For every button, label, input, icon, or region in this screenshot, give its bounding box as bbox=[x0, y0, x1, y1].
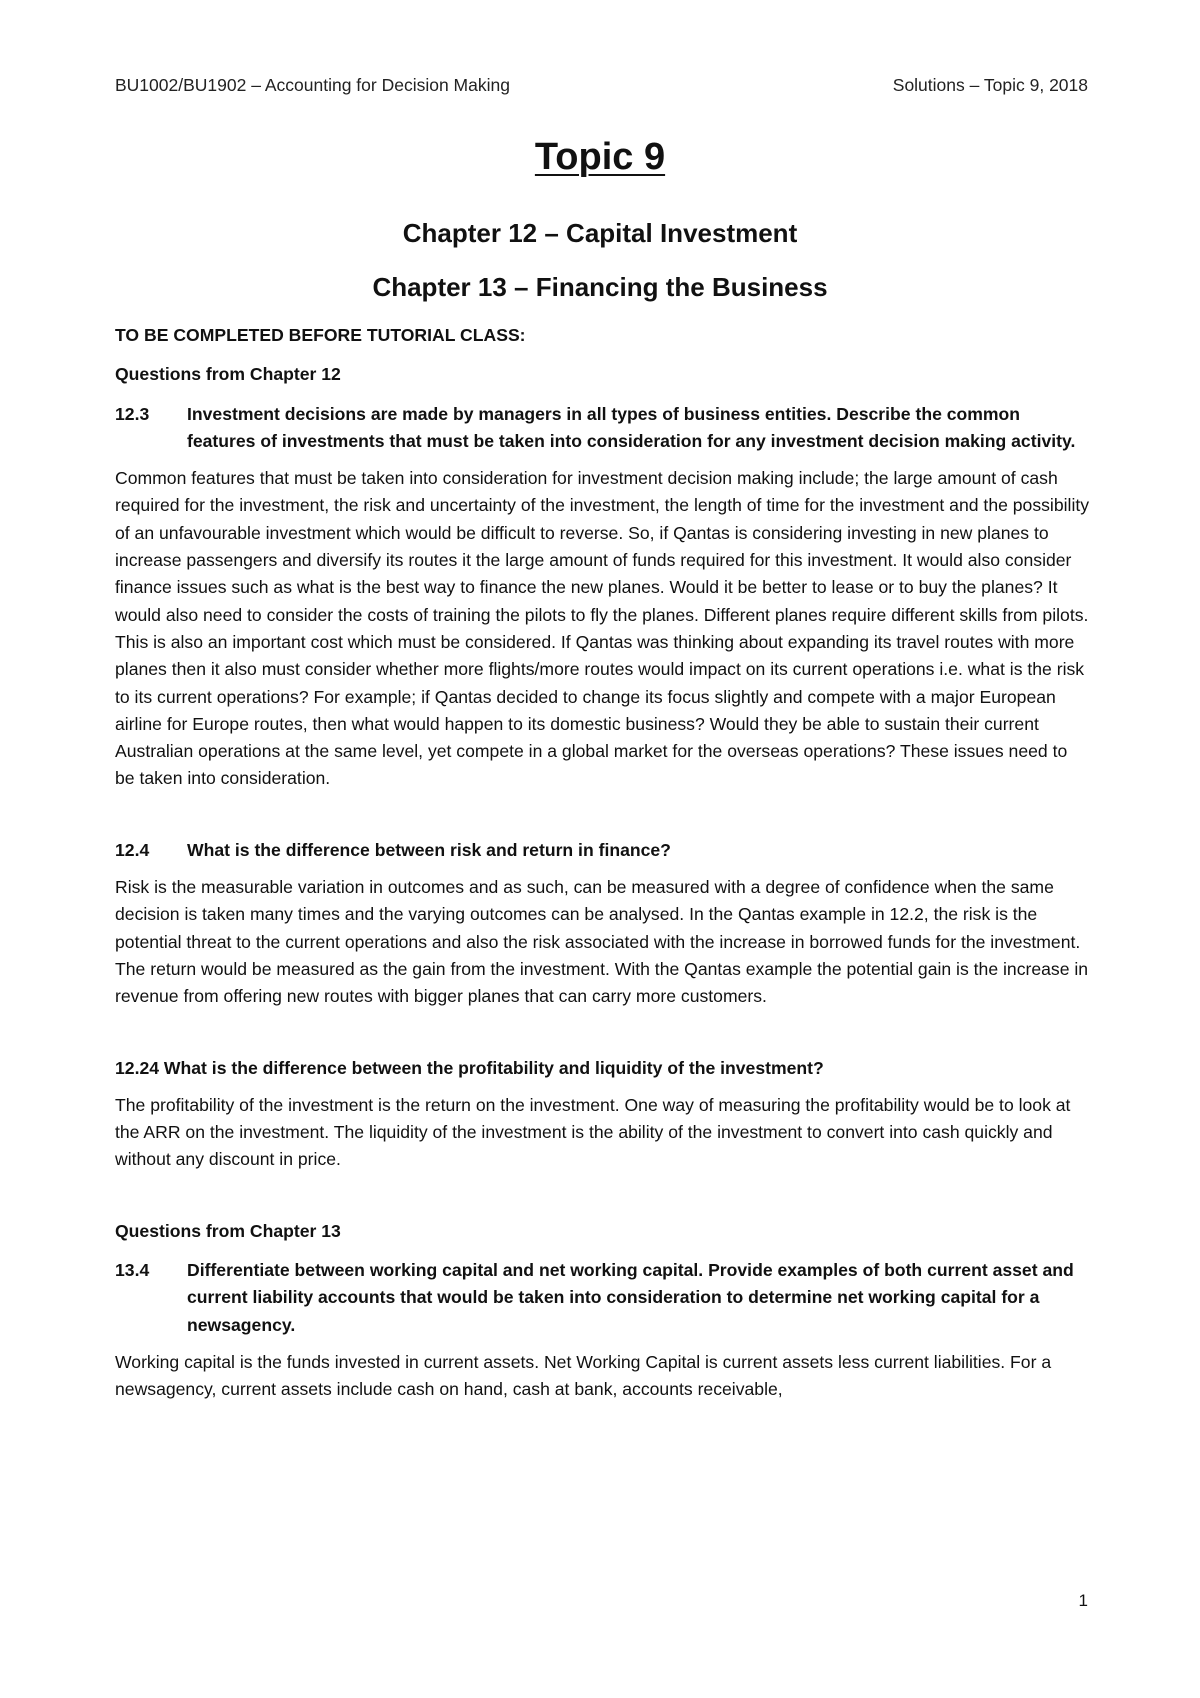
question-number: 13.4 bbox=[115, 1260, 150, 1281]
question-12-3 bbox=[115, 401, 1090, 456]
page-header bbox=[115, 75, 1088, 101]
question-number: 12.4 bbox=[115, 839, 150, 860]
question-text: What is the difference between risk and return in finance? bbox=[187, 839, 671, 860]
section-12-heading: Questions from Chapter 12 bbox=[115, 364, 341, 385]
answer-12-3: Common features that must be taken into consideration for investment decision making include; the large amount of cash required for the investment, the risk and uncertainty of the investment, the length of time for the investment and the possibility of an unfavourable investment which would be difficult to reverse. So, if Qantas is considering investing in new planes to increase passengers and diversify its routes it the large amount of funds required for this investment. It would also consider finance issues such as what is the best way to finance the new planes. Would it be better to lease or to buy the planes? It would also need to consider the costs of training the pilots to fly the planes. Different planes require different skills from pilots. This is also an important cost which must be considered. If Qantas was thinking about expanding its travel routes with more planes then it also must consider whether more flights/more routes would impact on its current operations i.e. what is the risk to its current operations? For example; if Qantas decided to change its focus slightly and compete with a major European airline for Europe routes, then what would happen to its domestic business? Would they be able to sustain their current Australian operations at the same level, yet compete in a global market for the overseas operations? These issues need to be taken into consideration. bbox=[115, 468, 1090, 789]
question-12-4 bbox=[115, 837, 1090, 864]
answer-12-4: Risk is the measurable variation in outcomes and as such, can be measured with a degree of confidence when the same decision is taken many times and the varying outcomes can be analysed. In the Qantas example in 12.2, the risk is the potential threat to the current operations and also the risk associated with the increase in borrowed funds for the investment. The return would be measured as the gain from the investment. With the Qantas example the potential gain is the increase in revenue from offering new routes with bigger planes that can carry more customers. bbox=[115, 877, 1089, 1007]
section-13-heading: Questions from Chapter 13 bbox=[115, 1220, 341, 1241]
chapter-12-heading: Chapter 12 – Capital Investment bbox=[402, 218, 798, 248]
question-text: Investment decisions are made by managers in all types of business entities. Describe the common features of investments that must be taken into consideration for any investment decision making activity. bbox=[187, 403, 1076, 451]
chapter-13-heading: Chapter 13 – Financing the Business bbox=[372, 272, 828, 302]
answer-12-24: The profitability of the investment is the return on the investment. One way of measuring the profitability would be to look at the ARR on the investment. The liquidity of the investment is the ability of the investment to convert into cash quickly and without any discount in price. bbox=[115, 1094, 1071, 1170]
question-text: Differentiate between working capital and net working capital. Provide examples of both current asset and current liability accounts that would be taken into consideration to determine net working capital for a newsagency. bbox=[187, 1260, 1074, 1335]
header-solutions-label: Solutions – Topic 9, 2018 bbox=[892, 75, 1088, 95]
document-body bbox=[115, 322, 1090, 1414]
document-title: Topic 9 bbox=[534, 136, 666, 178]
question-13-4 bbox=[115, 1257, 1090, 1339]
question-number: 12.3 bbox=[115, 403, 150, 424]
instruction-label: TO BE COMPLETED BEFORE TUTORIAL CLASS: bbox=[115, 325, 526, 345]
header-course-title: BU1002/BU1902 – Accounting for Decision Making bbox=[115, 75, 510, 95]
page-number: 1 bbox=[1078, 1591, 1088, 1610]
answer-13-4: Working capital is the funds invested in current assets. Net Working Capital is current assets less current liabilities. For a newsagency, current assets include cash on hand, cash at bank, accounts receivable, bbox=[115, 1351, 1052, 1400]
question-12-24: 12.24 What is the difference between the profitability and liquidity of the investment? bbox=[115, 1057, 824, 1078]
